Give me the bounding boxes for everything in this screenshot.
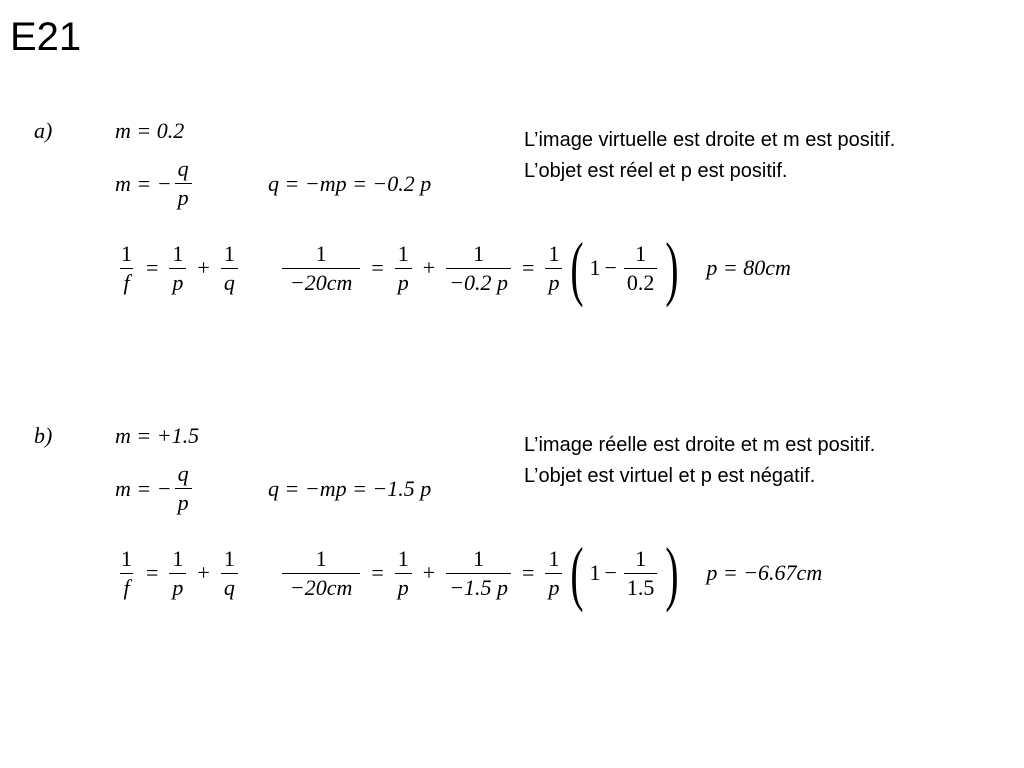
denominator: q xyxy=(221,268,238,294)
right-parenthesis: ) xyxy=(665,228,679,308)
part-a-lens-equation xyxy=(115,228,791,308)
denominator: p xyxy=(395,268,412,294)
minus-sign: − xyxy=(604,255,617,280)
one: 1 xyxy=(589,255,601,280)
numerator: 1 xyxy=(548,545,560,571)
numerator: 1 xyxy=(635,240,647,266)
numerator: 1 xyxy=(121,545,132,571)
part-a-label: a) xyxy=(34,118,53,143)
denominator: −20cm xyxy=(282,573,361,599)
part-b-magnification-formula xyxy=(115,463,195,514)
part-a-magnification: m = 0.2 xyxy=(115,118,185,143)
numerator: 1 xyxy=(473,240,485,266)
equals-sign: = xyxy=(146,255,159,280)
right-parenthesis: ) xyxy=(665,533,679,613)
part-b-note-1: L’image réelle est droite et m est positif. xyxy=(524,434,876,456)
part-b-label: b) xyxy=(34,423,53,448)
part-a-m-eq: m = − xyxy=(115,170,172,196)
part-a-note-1: L’image virtuelle est droite et m est positif. xyxy=(524,129,896,151)
numerator: q xyxy=(177,461,189,486)
numerator: 1 xyxy=(397,240,409,266)
numerator: 1 xyxy=(172,240,184,266)
numerator: 1 xyxy=(548,240,560,266)
equals-sign: = xyxy=(146,560,159,585)
left-parenthesis: ( xyxy=(570,228,585,308)
denominator: −1.5 p xyxy=(446,573,511,599)
plus-sign: + xyxy=(197,560,210,585)
numerator: 1 xyxy=(223,240,235,266)
equals-sign: = xyxy=(371,560,384,585)
denominator: p xyxy=(175,488,192,514)
plus-sign: + xyxy=(422,560,436,585)
part-a-note-2: L’objet est réel et p est positif. xyxy=(524,160,788,182)
denominator: f xyxy=(120,573,132,599)
denominator: p xyxy=(169,573,186,599)
part-b-result: p = −6.67cm xyxy=(706,560,823,585)
equals-sign: = xyxy=(522,560,535,585)
equals-sign: = xyxy=(522,255,535,280)
numerator: 1 xyxy=(635,545,647,571)
minus-sign: − xyxy=(604,560,617,585)
part-a-q-over-p xyxy=(175,158,192,209)
denominator: q xyxy=(221,573,238,599)
denominator: p xyxy=(395,573,412,599)
page-title: E21 xyxy=(10,15,82,59)
part-a-magnification-formula xyxy=(115,158,195,209)
numerator: 1 xyxy=(315,240,327,266)
denominator: p xyxy=(545,573,562,599)
denominator: −20cm xyxy=(282,268,361,294)
part-b-note-2: L’objet est virtuel et p est négatif. xyxy=(524,465,816,487)
part-b-q-over-p xyxy=(175,463,192,514)
part-a-result: p = 80cm xyxy=(706,255,791,280)
denominator: f xyxy=(120,268,132,294)
numerator: 1 xyxy=(315,545,327,571)
plus-sign: + xyxy=(422,255,436,280)
part-b-lens-equation xyxy=(115,533,823,613)
denominator: p xyxy=(545,268,562,294)
denominator: 0.2 xyxy=(624,268,658,294)
denominator: p xyxy=(175,183,192,209)
left-parenthesis: ( xyxy=(570,533,585,613)
numerator: 1 xyxy=(121,240,132,266)
denominator: −0.2 p xyxy=(446,268,511,294)
part-b-m-eq: m = − xyxy=(115,475,172,501)
part-a-q-expression: q = −mp = −0.2 p xyxy=(268,171,432,196)
denominator: 1.5 xyxy=(624,573,658,599)
part-b-magnification: m = +1.5 xyxy=(115,423,200,448)
plus-sign: + xyxy=(197,255,210,280)
equals-sign: = xyxy=(371,255,384,280)
numerator: 1 xyxy=(223,545,235,571)
one: 1 xyxy=(589,560,601,585)
numerator: 1 xyxy=(473,545,485,571)
denominator: p xyxy=(169,268,186,294)
numerator: q xyxy=(177,156,189,181)
part-b-q-expression: q = −mp = −1.5 p xyxy=(268,476,432,501)
numerator: 1 xyxy=(397,545,409,571)
numerator: 1 xyxy=(172,545,184,571)
